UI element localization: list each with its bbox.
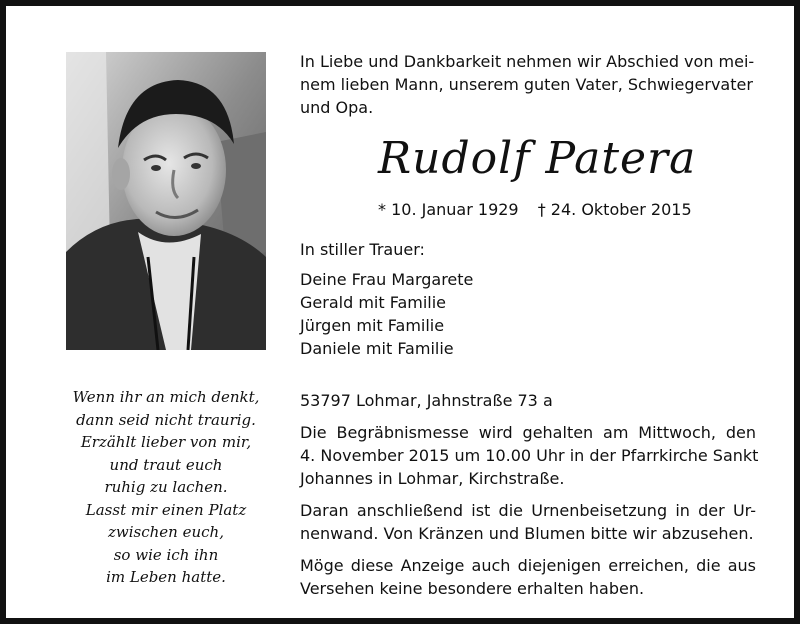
death-date: † 24. Oktober 2015 [537,200,692,219]
funeral-line: Die Begräbnismesse wird gehalten am Mittwoch, den [300,423,756,442]
notice-paragraph [300,554,756,600]
poem-line: zwischen euch, [108,523,224,541]
poem-line: Wenn ihr an mich denkt, [72,388,260,406]
mourner-item: Daniele mit Familie [300,339,454,358]
mourner-list [300,268,756,360]
family-address: 53797 Lohmar, Jahnstraße 73 a [300,391,553,410]
poem-line: im Leben hatte. [106,568,226,586]
intro-line: In Liebe und Dankbarkeit nehmen wir Abschied von mei- [300,52,755,71]
poem-line: und traut euch [109,455,223,474]
mourning-label: In stiller Trauer: [300,240,425,259]
intro-text [300,50,756,119]
poem-line: dann seid nicht traurig. [76,410,256,429]
birth-date: * 10. Januar 1929 [378,200,519,219]
poem-line: Lasst mir einen Platz [85,500,247,519]
life-dates [378,198,756,221]
urn-burial-paragraph [300,499,756,545]
mourner-item: Deine Frau Margarete [300,270,474,289]
deceased-name: Rudolf Patera [378,133,697,184]
funeral-line: 4. November 2015 um 10.00 Uhr in der Pfarrkirche Sankt [300,446,759,465]
notice-line: Versehen keine besondere erhalten haben. [300,579,645,598]
urn-line: Daran anschließend ist die Urnenbeisetzung in der Ur- [300,501,756,520]
funeral-line: Johannes in Lohmar, Kirchstraße. [300,469,565,488]
poem-line: so wie ich ihn [113,545,219,564]
urn-line: nenwand. Von Kränzen und Blumen bitte wir abzusehen. [300,524,754,543]
poem [66,386,266,589]
poem-line: Erzählt lieber von mir, [80,433,252,451]
notice-line: Möge diese Anzeige auch diejenigen erreichen, die aus [300,556,756,575]
funeral-mass-paragraph [300,421,759,490]
portrait-photo [66,52,266,350]
mourner-item: Gerald mit Familie [300,293,447,312]
poem-line: ruhig zu lachen. [104,478,228,496]
intro-line: und Opa. [300,98,374,117]
obituary-text-column [300,50,759,600]
intro-line: nem lieben Mann, unserem guten Vater, Schwiegervater [300,75,753,94]
mourner-item: Jürgen mit Familie [300,316,445,335]
